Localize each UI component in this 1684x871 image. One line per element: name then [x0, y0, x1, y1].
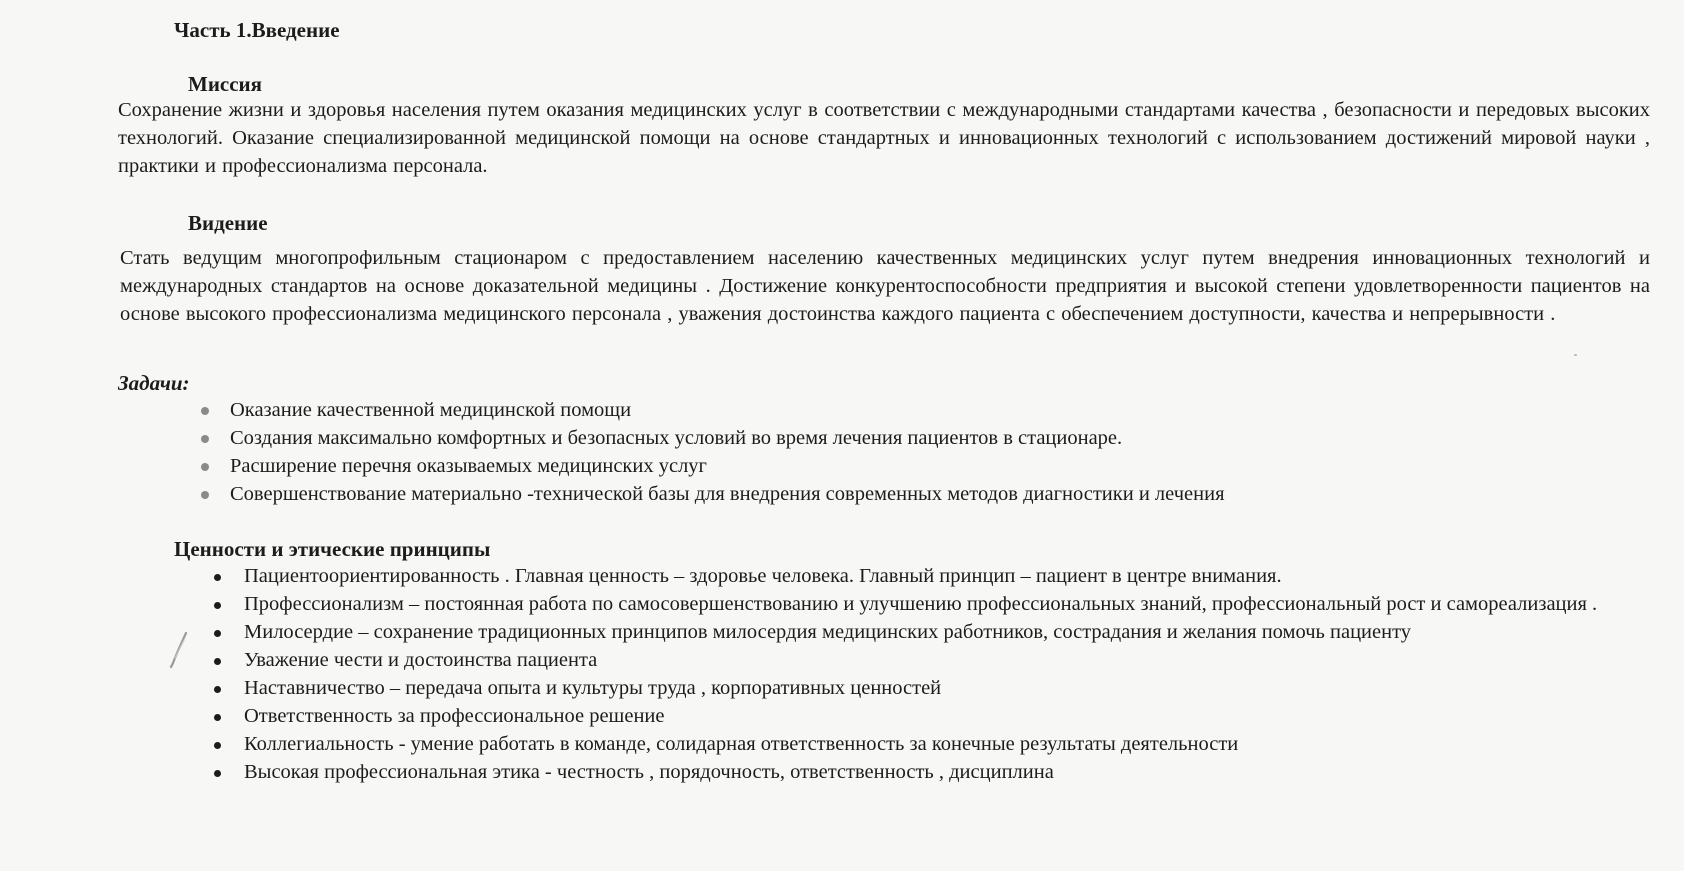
- values-heading: Ценности и этические принципы: [174, 537, 491, 561]
- list-item: Расширение перечня оказываемых медицинских услуг: [196, 452, 1225, 480]
- list-item: Оказание качественной медицинской помощи: [196, 396, 1225, 424]
- list-item: Ответственность за профессиональное решение: [210, 702, 1650, 730]
- scan-speck: [1574, 354, 1577, 356]
- bullet-dot-icon: [214, 714, 221, 721]
- bullet-dot-icon: [201, 463, 209, 471]
- mission-section: [118, 96, 1650, 180]
- list-item: Милосердие – сохранение традиционных принципов милосердия медицинских работников, сострадания и желания помочь пациенту: [210, 618, 1650, 646]
- vision-heading: Видение: [188, 211, 268, 235]
- list-item: Профессионализм – постоянная работа по самосовершенствованию и улучшению профессиональных знаний, профессиональный рост и самореализация .: [210, 590, 1650, 618]
- bullet-dot-icon: [214, 742, 221, 749]
- mission-heading: Миссия: [188, 72, 263, 96]
- vision-section: [120, 244, 1650, 328]
- bullet-dot-icon: [214, 630, 221, 637]
- bullet-dot-icon: [214, 602, 221, 609]
- list-item: Создания максимально комфортных и безопасных условий во время лечения пациентов в стационаре.: [196, 424, 1225, 452]
- bullet-dot-icon: [214, 686, 221, 693]
- list-item: Совершенствование материально -технической базы для внедрения современных методов диагностики и лечения: [196, 480, 1225, 508]
- list-item: Высокая профессиональная этика - честность , порядочность, ответственность , дисциплина: [210, 758, 1650, 786]
- part-title: Часть 1.Введение: [174, 18, 340, 42]
- list-item: Наставничество – передача опыта и культуры труда , корпоративных ценностей: [210, 674, 1650, 702]
- bullet-dot-icon: [201, 435, 209, 443]
- tasks-list: [196, 396, 1225, 508]
- tasks-heading: Задачи:: [118, 371, 190, 395]
- bullet-dot-icon: [214, 658, 221, 665]
- list-item: Уважение чести и достоинства пациента: [210, 646, 1650, 674]
- bullet-dot-icon: [214, 574, 221, 581]
- values-list: [210, 562, 1650, 786]
- list-item: Пациентоориентированность . Главная ценность – здоровье человека. Главный принцип – пациент в центре внимания.: [210, 562, 1650, 590]
- vision-text: Стать ведущим многопрофильным стационаром с предоставлением населению качественных медицинских услуг путем внедрения инновационных технологий и международных стандартов на основе доказательной медицины . Достижение конкурентоспособности предприятия и высокой степени удовлетворенности пациентов на основе высокого профессионализма медицинского персонала , уважения достоинства каждого пациента с обеспечением доступности, качества и непрерывности .: [120, 247, 1650, 325]
- bullet-dot-icon: [201, 407, 209, 415]
- bullet-dot-icon: [201, 491, 209, 499]
- bullet-dot-icon: [214, 770, 221, 777]
- list-item: Коллегиальность - умение работать в команде, солидарная ответственность за конечные результаты деятельности: [210, 730, 1650, 758]
- pen-mark-icon: [166, 630, 192, 670]
- mission-text: Сохранение жизни и здоровья населения путем оказания медицинских услуг в соответствии с международными стандартами качества , безопасности и передовых высоких технологий. Оказание специализированной медицинской помощи на основе стандартных и инновационных технологий с использованием достижений мировой науки , практики и профессионализма персонала.: [118, 99, 1650, 177]
